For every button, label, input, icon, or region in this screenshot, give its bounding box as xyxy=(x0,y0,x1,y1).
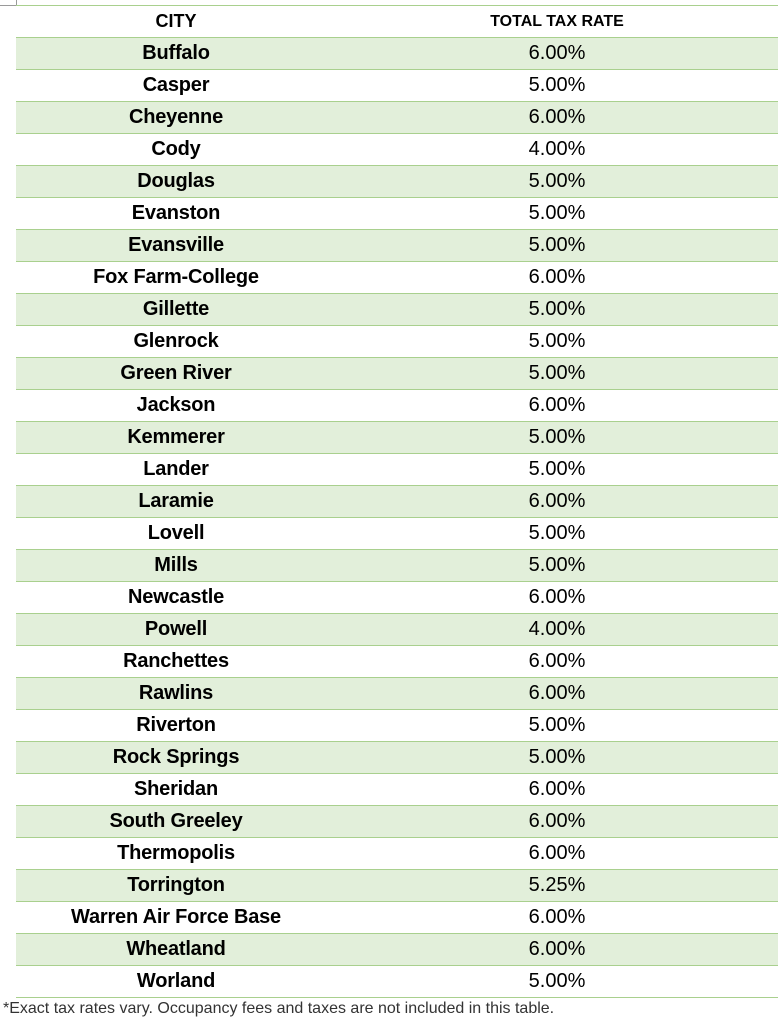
table-header-row xyxy=(16,6,778,38)
table-row xyxy=(16,262,778,294)
table-row xyxy=(16,550,778,582)
city-cell: Fox Farm-College xyxy=(16,262,336,294)
city-cell: Glenrock xyxy=(16,326,336,358)
table-row xyxy=(16,742,778,774)
tax-rate-cell: 5.25% xyxy=(336,870,778,902)
table-row xyxy=(16,326,778,358)
table-row xyxy=(16,166,778,198)
city-cell: Powell xyxy=(16,614,336,646)
table-row xyxy=(16,422,778,454)
tax-rate-cell: 5.00% xyxy=(336,230,778,262)
table-row xyxy=(16,902,778,934)
city-cell: Douglas xyxy=(16,166,336,198)
table-body xyxy=(16,38,778,998)
city-cell: Wheatland xyxy=(16,934,336,966)
table-row xyxy=(16,70,778,102)
tax-rate-cell: 6.00% xyxy=(336,646,778,678)
city-cell: Riverton xyxy=(16,710,336,742)
table-row xyxy=(16,774,778,806)
city-cell: Gillette xyxy=(16,294,336,326)
table-row xyxy=(16,710,778,742)
city-cell: Evansville xyxy=(16,230,336,262)
city-cell: Evanston xyxy=(16,198,336,230)
table-row xyxy=(16,870,778,902)
tax-rate-cell: 6.00% xyxy=(336,774,778,806)
table-row xyxy=(16,38,778,70)
city-cell: Warren Air Force Base xyxy=(16,902,336,934)
tax-rate-cell: 5.00% xyxy=(336,294,778,326)
city-cell: Lovell xyxy=(16,518,336,550)
footnote: *Exact tax rates vary. Occupancy fees and taxes are not included in this table. xyxy=(3,1000,555,1017)
tax-rate-cell: 6.00% xyxy=(336,38,778,70)
tax-rate-cell: 6.00% xyxy=(336,838,778,870)
tax-rate-cell: 5.00% xyxy=(336,550,778,582)
city-cell: Thermopolis xyxy=(16,838,336,870)
table-row xyxy=(16,134,778,166)
tax-rate-cell: 6.00% xyxy=(336,806,778,838)
city-cell: Laramie xyxy=(16,486,336,518)
table-row xyxy=(16,454,778,486)
tax-rate-cell: 6.00% xyxy=(336,486,778,518)
city-cell: Kemmerer xyxy=(16,422,336,454)
tax-rate-cell: 5.00% xyxy=(336,742,778,774)
city-cell: Buffalo xyxy=(16,38,336,70)
column-header-total-tax-rate: TOTAL TAX RATE xyxy=(336,6,778,38)
tax-rate-cell: 5.00% xyxy=(336,518,778,550)
sheet-corner-mark xyxy=(0,0,17,6)
tax-rate-cell: 5.00% xyxy=(336,70,778,102)
tax-rate-cell: 4.00% xyxy=(336,134,778,166)
city-cell: Jackson xyxy=(16,390,336,422)
tax-rate-cell: 6.00% xyxy=(336,934,778,966)
city-cell: Rock Springs xyxy=(16,742,336,774)
tax-rate-cell: 6.00% xyxy=(336,902,778,934)
table-row xyxy=(16,838,778,870)
tax-rate-cell: 6.00% xyxy=(336,102,778,134)
city-cell: Lander xyxy=(16,454,336,486)
tax-rate-cell: 6.00% xyxy=(336,678,778,710)
column-header-city: CITY xyxy=(16,6,336,38)
city-cell: Rawlins xyxy=(16,678,336,710)
tax-rate-cell: 5.00% xyxy=(336,422,778,454)
tax-rate-cell: 5.00% xyxy=(336,358,778,390)
city-cell: Ranchettes xyxy=(16,646,336,678)
tax-rate-cell: 5.00% xyxy=(336,710,778,742)
table-row xyxy=(16,806,778,838)
city-cell: Sheridan xyxy=(16,774,336,806)
tax-rate-cell: 5.00% xyxy=(336,966,778,998)
tax-rate-cell: 6.00% xyxy=(336,262,778,294)
city-cell: Worland xyxy=(16,966,336,998)
city-cell: Casper xyxy=(16,70,336,102)
table-row xyxy=(16,230,778,262)
city-cell: Mills xyxy=(16,550,336,582)
city-cell: Torrington xyxy=(16,870,336,902)
city-cell: South Greeley xyxy=(16,806,336,838)
tax-rate-cell: 5.00% xyxy=(336,454,778,486)
city-cell: Newcastle xyxy=(16,582,336,614)
table-row xyxy=(16,966,778,998)
table-row xyxy=(16,934,778,966)
table-row xyxy=(16,518,778,550)
table-row xyxy=(16,358,778,390)
table-row xyxy=(16,198,778,230)
table-row xyxy=(16,646,778,678)
city-cell: Cheyenne xyxy=(16,102,336,134)
city-cell: Cody xyxy=(16,134,336,166)
tax-rate-table xyxy=(16,5,778,998)
table-row xyxy=(16,678,778,710)
city-cell: Green River xyxy=(16,358,336,390)
tax-rate-cell: 5.00% xyxy=(336,166,778,198)
table-row xyxy=(16,582,778,614)
table-row xyxy=(16,486,778,518)
table-row xyxy=(16,614,778,646)
table-row xyxy=(16,294,778,326)
tax-rate-cell: 4.00% xyxy=(336,614,778,646)
tax-rate-cell: 5.00% xyxy=(336,326,778,358)
table-row xyxy=(16,390,778,422)
table-row xyxy=(16,102,778,134)
tax-rate-cell: 6.00% xyxy=(336,582,778,614)
tax-rate-cell: 6.00% xyxy=(336,390,778,422)
tax-rate-cell: 5.00% xyxy=(336,198,778,230)
